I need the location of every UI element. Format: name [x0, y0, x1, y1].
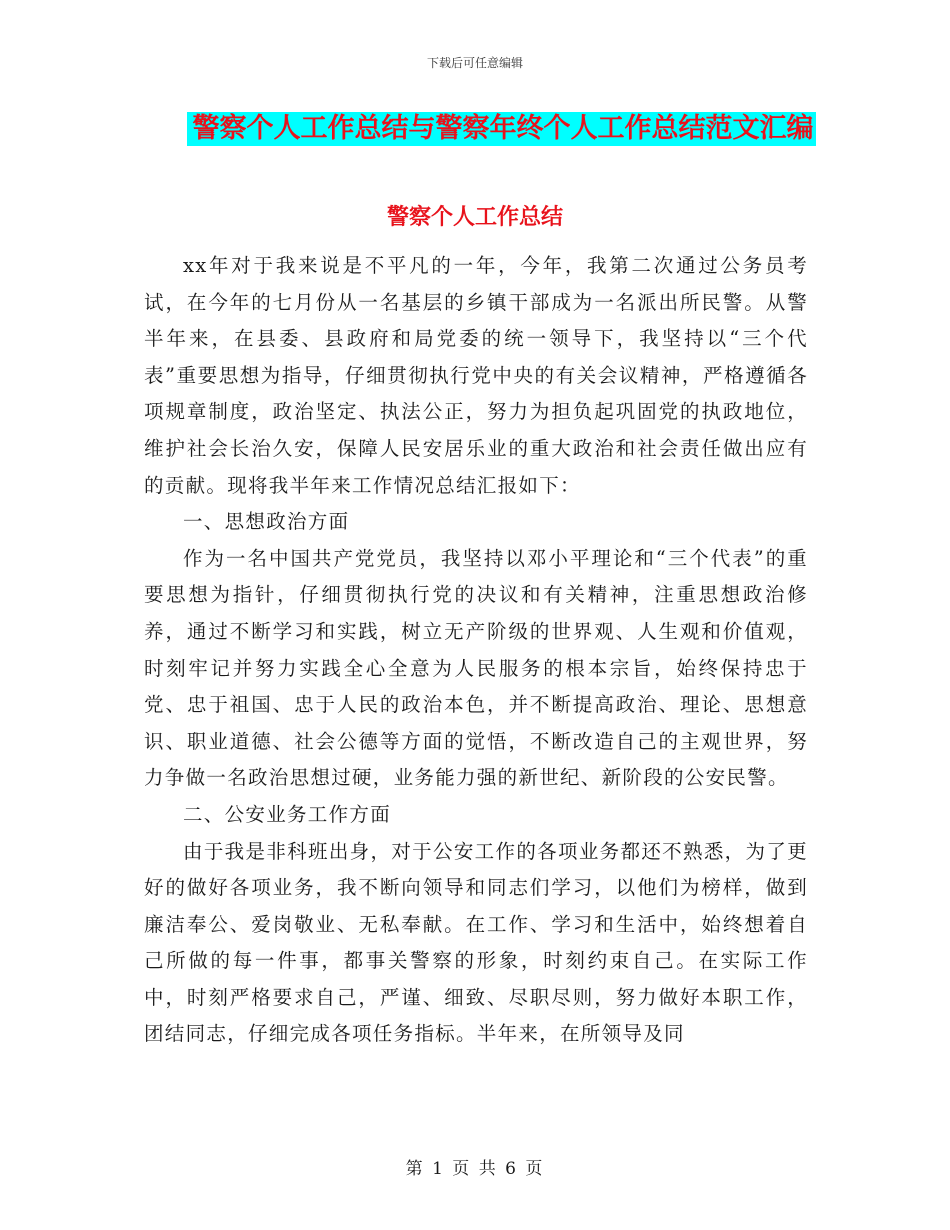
paragraph-police-work: 由于我是非科班出身，对于公安工作的各项业务都还不熟悉，为了更好的做好各项业务，我不断向领导和同志们学习，以他们为榜样，做到廉洁奉公、爱岗敬业、无私奉献。在工作、学习和生活中，始终想着自己所做的每一件事，都事关警察的形象，时刻约束自己。在实际工作中，时刻严格要求自己，严谨、细致、尽职尽则，努力做好本职工作，团结同志，仔细完成各项任务指标。半年来，在所领导及同	[144, 839, 808, 1046]
document-body	[144, 248, 808, 1053]
paragraph-political-thought: 作为一名中国共产党党员，我坚持以邓小平理论和“三个代表”的重要思想为指针，仔细贯彻执行党的决议和有关精神，注重思想政治修养，通过不断学习和实践，树立无产阶级的世界观、人生观和价值观，时刻牢记并努力实践全心全意为人民服务的根本宗旨，始终保持忠于党、忠于祖国、忠于人民的政治本色，并不断提高政治、理论、思想意识、职业道德、社会公德等方面的觉悟，不断改造自己的主观世界，努力争做一名政治思想过硬，业务能力强的新世纪、新阶段的公安民警。	[144, 546, 808, 790]
heading-political-thought: 一、思想政治方面	[183, 510, 350, 534]
page-footer: 第 1 页 共 6 页	[405, 1159, 545, 1179]
main-title: 警察个人工作总结与警察年终个人工作总结范文汇编	[187, 112, 816, 146]
heading-police-work: 二、公安业务工作方面	[183, 802, 392, 826]
header-note: 下载后可任意编辑	[426, 56, 523, 70]
section-title: 警察个人工作总结	[386, 205, 563, 230]
paragraph-intro: xx年对于我来说是不平凡的一年，今年，我第二次通过公务员考试，在今年的七月份从一名基层的乡镇干部成为一名派出所民警。从警半年来，在县委、县政府和局党委的统一领导下，我坚持以“三个代表”重要思想为指导，仔细贯彻执行党中央的有关会议精神，严格遵循各项规章制度，政治坚定、执法公正，努力为担负起巩固党的执政地位，维护社会长治久安，保障人民安居乐业的重大政治和社会责任做出应有的贡献。现将我半年来工作情况总结汇报如下：	[144, 254, 808, 497]
main-title-container	[0, 112, 950, 146]
